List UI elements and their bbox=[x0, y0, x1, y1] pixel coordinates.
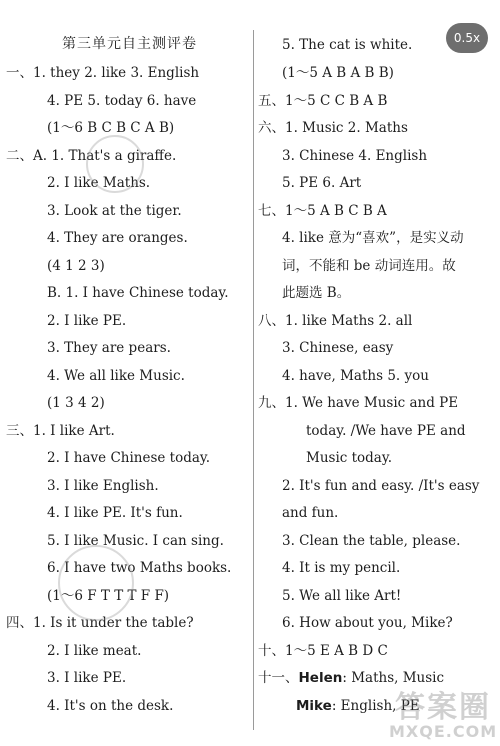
q6-line-3: 5. PE 6. Art bbox=[282, 175, 362, 191]
q3-line-5: 5. I like Music. I can sing. bbox=[47, 533, 224, 549]
q2b-line-3: 3. They are pears. bbox=[47, 340, 171, 356]
q3-answer-sequence: (1～6 F T T T F F) bbox=[47, 588, 170, 604]
q8-line-2: 3. Chinese, easy bbox=[282, 340, 394, 356]
q4-answer-sequence: (1～5 A B A B B) bbox=[282, 65, 394, 81]
mike-name: Mike bbox=[296, 698, 332, 714]
page-title: 第三单元自主测评卷 bbox=[62, 36, 197, 52]
q9-line-5: and fun. bbox=[282, 505, 339, 521]
q3-line-3: 3. I like English. bbox=[47, 478, 159, 494]
q6-line-1: 六、1. Music 2. Maths bbox=[258, 120, 408, 136]
helen-name: Helen bbox=[298, 670, 343, 686]
q9-line-9: 6. How about you, Mike? bbox=[282, 615, 453, 631]
q9-line-6: 3. Clean the table, please. bbox=[282, 533, 461, 549]
faded-stamp-top bbox=[86, 135, 144, 193]
q6-line-2: 3. Chinese 4. English bbox=[282, 148, 428, 164]
q2b-line-4: 4. We all like Music. bbox=[47, 368, 185, 384]
q8-line-1: 八、1. like Maths 2. all bbox=[258, 313, 413, 329]
q2b-order: (1 3 4 2) bbox=[47, 395, 105, 411]
q1-answer-sequence: (1～6 B C B C A B) bbox=[47, 120, 175, 136]
watermark-url: MXQE.COM bbox=[389, 722, 498, 741]
q8-line-3: 4. have, Maths 5. you bbox=[282, 368, 429, 384]
q3-line-4: 4. I like PE. It's fun. bbox=[47, 505, 183, 521]
q9-line-4: 2. It's fun and easy. /It's easy bbox=[282, 478, 480, 494]
watermark-logo: 答案圈 bbox=[395, 690, 491, 725]
q9-line-1: 九、1. We have Music and PE bbox=[258, 395, 459, 411]
q11-prefix: 十一、 bbox=[258, 670, 299, 686]
helen-answer: : Maths, Music bbox=[342, 670, 445, 686]
q4-line-4: 4. It's on the desk. bbox=[47, 698, 174, 714]
q2b-line-2: 2. I like PE. bbox=[47, 313, 127, 329]
q2a-line-4: 4. They are oranges. bbox=[47, 230, 188, 246]
q4-line-2: 2. I like meat. bbox=[47, 643, 142, 659]
q4-line-5: 5. The cat is white. bbox=[282, 37, 413, 53]
q1-line-1: 一、1. they 2. like 3. English bbox=[6, 65, 200, 81]
q10-answers: 十、1～5 E A B D C bbox=[258, 643, 388, 659]
q9-line-2: today. /We have PE and bbox=[306, 423, 466, 439]
q4-line-1: 四、1. Is it under the table? bbox=[6, 615, 194, 631]
mike-answer: : English, PE bbox=[331, 698, 420, 714]
column-divider bbox=[253, 30, 254, 730]
q5-answers: 五、1～5 C C B A B bbox=[258, 93, 388, 109]
q2b-line-1: B. 1. I have Chinese today. bbox=[47, 285, 229, 301]
q3-line-1: 三、1. I like Art. bbox=[6, 423, 115, 439]
q2a-line-3: 3. Look at the tiger. bbox=[47, 203, 182, 219]
q1-line-2: 4. PE 5. today 6. have bbox=[47, 93, 197, 109]
faded-stamp-bottom bbox=[58, 545, 134, 621]
q9-line-8: 5. We all like Art! bbox=[282, 588, 402, 604]
q2a-line-2: 2. I like Maths. bbox=[47, 175, 151, 191]
q7-note-1: 4. like 意为“喜欢”，是实义动 bbox=[282, 230, 464, 246]
playback-speed-button[interactable]: 0.5x bbox=[446, 23, 488, 53]
q9-line-3: Music today. bbox=[306, 450, 392, 466]
q7-answers: 七、1～5 A B C B A bbox=[258, 203, 387, 219]
q3-line-2: 2. I have Chinese today. bbox=[47, 450, 211, 466]
site-watermark bbox=[385, 682, 500, 746]
q3-line-6: 6. I have two Maths books. bbox=[47, 560, 232, 576]
q7-note-2: 词，不能和 be 动词连用。故 bbox=[282, 258, 456, 274]
q9-line-7: 4. It is my pencil. bbox=[282, 560, 401, 576]
q2a-line-1: 二、A. 1. That's a giraffe. bbox=[6, 148, 177, 164]
q4-line-3: 3. I like PE. bbox=[47, 670, 127, 686]
q2a-order: (4 1 2 3) bbox=[47, 258, 105, 274]
q7-note-3: 此题选 B。 bbox=[282, 285, 351, 301]
